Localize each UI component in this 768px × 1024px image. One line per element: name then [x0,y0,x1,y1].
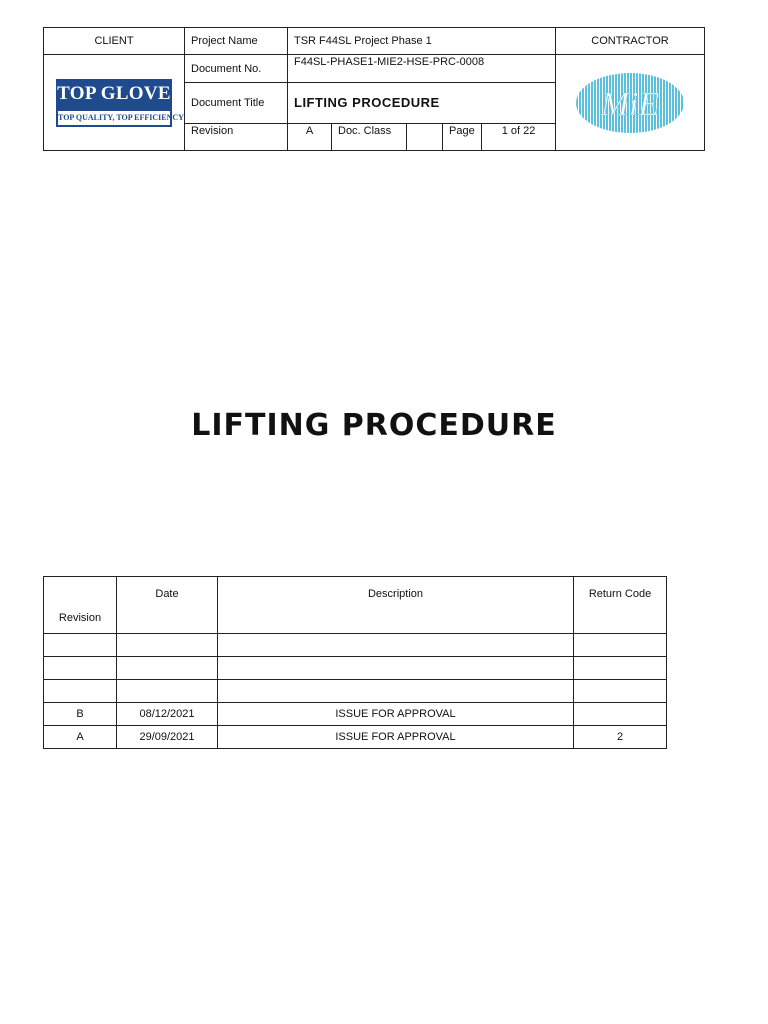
logo-stripe [597,71,599,135]
project-name-value: TSR F44SL Project Phase 1 [288,28,556,55]
mie-logo-text: MiE [600,85,660,123]
contractor-logo-cell [556,55,705,151]
top-glove-logo-text: TOP GLOVE [57,82,171,104]
logo-stripe [660,71,662,135]
row-return-code [574,634,667,657]
doc-class-label: Doc. Class [332,123,407,150]
logo-stripe [594,71,596,135]
row-return-code [574,703,667,726]
row-revision: A [44,726,117,749]
client-label: CLIENT [44,28,185,55]
page-title: LIFTING PROCEDURE [191,408,557,443]
revision-header: Revision [44,577,117,634]
logo-stripe [579,71,581,135]
revision-table-header [44,577,667,634]
logo-stripe [585,71,587,135]
document-header-table [43,27,705,151]
row-revision [44,657,117,680]
document-no-label: Document No. [185,55,288,82]
row-date: 08/12/2021 [117,703,218,726]
row-description: ISSUE FOR APPROVAL [218,726,574,749]
top-glove-logo [56,79,184,127]
logo-stripe [591,71,593,135]
logo-stripe [666,71,668,135]
row-description [218,680,574,703]
table-row [44,726,667,749]
doc-class-value [407,123,443,150]
document-no-value: F44SL-PHASE1-MIE2-HSE-PRC-0008 [288,55,556,82]
row-return-code: 2 [574,726,667,749]
logo-stripe [588,71,590,135]
logo-stripe [678,71,680,135]
row-date [117,680,218,703]
date-header: Date [117,577,218,634]
row-revision [44,634,117,657]
logo-stripe [681,71,683,135]
top-glove-tagline: TOP QUALITY, TOP EFFICIENCY [58,111,170,125]
table-row [44,680,667,703]
table-row [44,657,667,680]
row-date: 29/09/2021 [117,726,218,749]
description-header: Description [218,577,574,634]
document-title-value: LIFTING PROCEDURE [288,82,556,123]
table-row [44,703,667,726]
page-value: 1 of 22 [482,123,556,150]
logo-stripe [684,71,685,135]
row-revision [44,680,117,703]
client-logo-cell [44,55,185,151]
mie-logo [575,71,685,135]
revision-value: A [288,123,332,150]
row-description [218,634,574,657]
table-row [44,634,667,657]
logo-stripe [576,71,578,135]
project-name-label: Project Name [185,28,288,55]
revision-history-table [43,576,667,749]
logo-stripe [675,71,677,135]
row-date [117,634,218,657]
logo-stripe [582,71,584,135]
return-code-header: Return Code [574,577,667,634]
document-title-label: Document Title [185,82,288,123]
page-label: Page [443,123,482,150]
revision-label: Revision [185,123,288,150]
row-date [117,657,218,680]
logo-stripe [663,71,665,135]
row-return-code [574,657,667,680]
row-description: ISSUE FOR APPROVAL [218,703,574,726]
logo-stripe [669,71,671,135]
row-revision: B [44,703,117,726]
contractor-label: CONTRACTOR [556,28,705,55]
row-description [218,657,574,680]
logo-stripe [672,71,674,135]
row-return-code [574,680,667,703]
